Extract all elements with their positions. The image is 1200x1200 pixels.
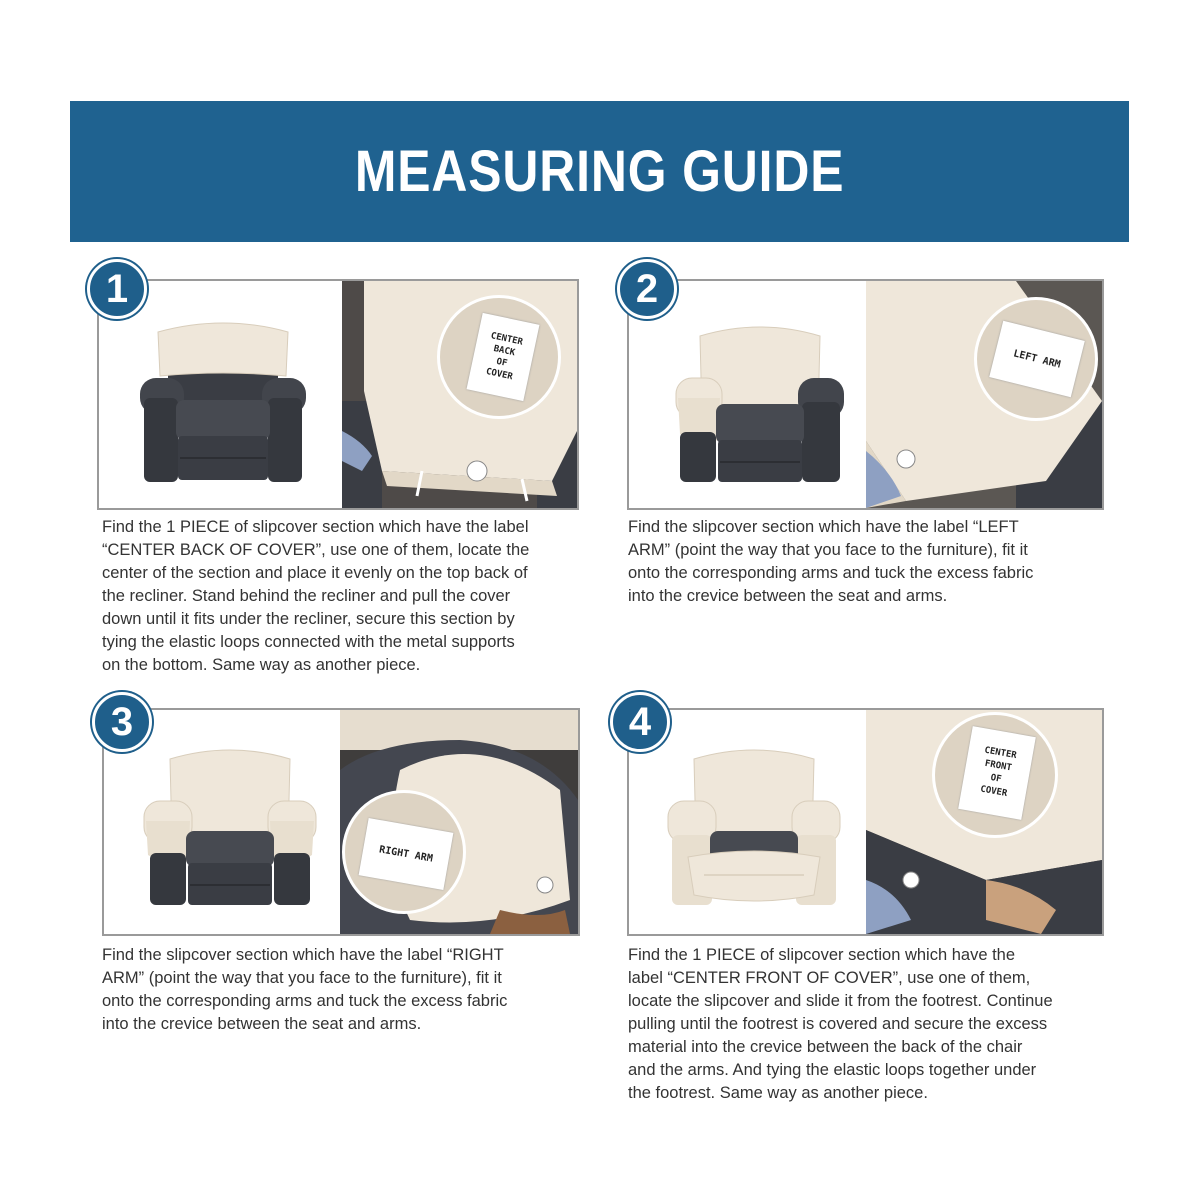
step-2-number-badge: 2 [617, 259, 677, 319]
step-4-tag-line: OF [989, 773, 1003, 785]
description-line: down until it fits under the recliner, secure this section by [102, 610, 515, 628]
description-line: into the crevice between the seat and arms. [102, 1015, 422, 1033]
step-4-number-badge: 4 [610, 692, 670, 752]
description-line: locate the slipcover and slide it from the footrest. Continue [628, 992, 1053, 1010]
step-3-photo [340, 710, 578, 934]
step-1-recliner-illustration [128, 318, 318, 494]
step-4-tag-line: COVER [979, 784, 1008, 799]
step-1-photo [342, 281, 577, 508]
step-1-description [102, 516, 529, 677]
step-3-recliner-illustration [140, 745, 320, 915]
step-4-recliner-illustration [664, 745, 844, 915]
page-title: MEASURING GUIDE [354, 139, 845, 204]
step-4-tag-line: CENTER [983, 745, 1018, 762]
description-line: and the arms. And tying the elastic loops together under [628, 1061, 1037, 1079]
step-2-recliner-illustration [670, 322, 850, 492]
step-4-label-closeup [932, 712, 1058, 838]
step-2-label-closeup [974, 297, 1098, 421]
description-line: ARM” (point the way that you face to the furniture), fit it [102, 969, 502, 987]
description-line: Find the slipcover section which have the label “LEFT [628, 518, 1019, 536]
step-3-tag-line: RIGHT ARM [378, 843, 434, 865]
header-banner [70, 101, 1129, 242]
description-line: the recliner. Stand behind the recliner and pull the cover [102, 587, 511, 605]
step-3-number-badge: 3 [92, 692, 152, 752]
step-1-tag-line: COVER [484, 366, 514, 383]
step-2-tag-line: LEFT ARM [1012, 347, 1062, 371]
step-2-description [628, 516, 1033, 608]
step-4-photo [866, 710, 1102, 934]
description-line: center of the section and place it evenly on the top back of [102, 564, 528, 582]
step-4-tag-line: FRONT [984, 758, 1013, 774]
description-line: tying the elastic loops connected with the metal supports [102, 633, 515, 651]
description-line: the footrest. Same way as another piece. [628, 1084, 928, 1102]
step-1-tag-line: OF [495, 356, 509, 369]
description-line: Find the 1 PIECE of slipcover section which have the [628, 946, 1016, 964]
description-line: Find the slipcover section which have the label “RIGHT [102, 946, 504, 964]
step-1-label-closeup [437, 295, 561, 419]
step-2-photo [866, 281, 1102, 508]
step-3-label-closeup [342, 790, 466, 914]
step-1-number-badge: 1 [87, 259, 147, 319]
description-line: into the crevice between the seat and arms. [628, 587, 948, 605]
description-line: on the bottom. Same way as another piece. [102, 656, 421, 674]
step-1-tag-line: CENTER [489, 331, 524, 348]
description-line: pulling until the footrest is covered and secure the excess [628, 1015, 1048, 1033]
description-line: onto the corresponding arms and tuck the excess fabric [102, 992, 508, 1010]
step-4-description [628, 944, 1053, 1105]
description-line: label “CENTER FRONT OF COVER”, use one of them, [628, 969, 1031, 987]
description-line: ARM” (point the way that you face to the furniture), fit it [628, 541, 1028, 559]
step-3-description [102, 944, 507, 1036]
description-line: material into the crevice between the back of the chair [628, 1038, 1023, 1056]
description-line: onto the corresponding arms and tuck the excess fabric [628, 564, 1034, 582]
description-line: “CENTER BACK OF COVER”, use one of them, locate the [102, 541, 530, 559]
step-1-tag-line: BACK [492, 343, 516, 359]
description-line: Find the 1 PIECE of slipcover section which have the label [102, 518, 529, 536]
